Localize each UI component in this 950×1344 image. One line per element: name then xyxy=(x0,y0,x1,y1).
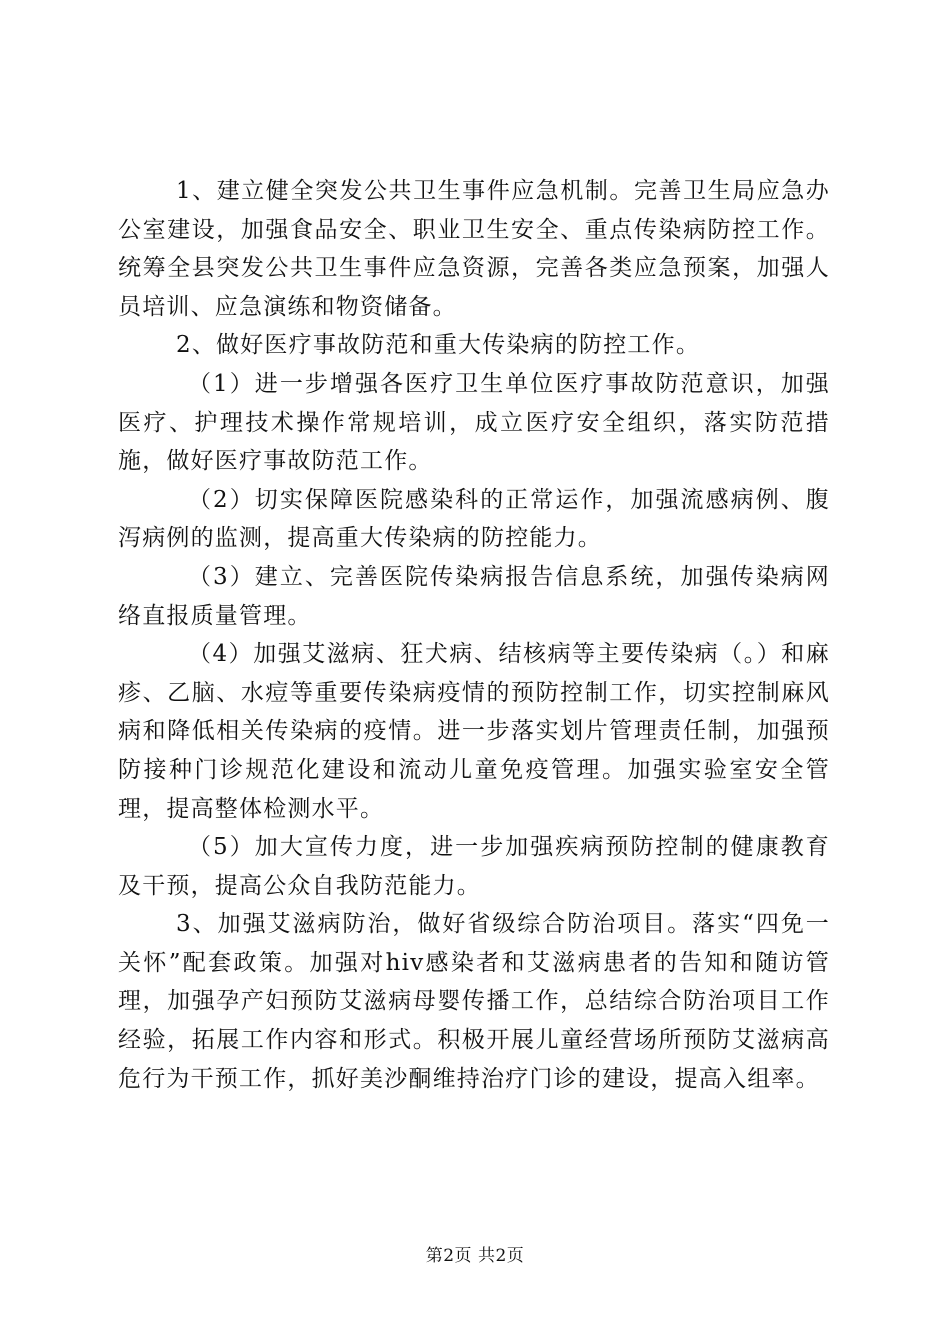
paragraph-3: （1）进一步增强各医疗卫生单位医疗事故防范意识，加强医疗、护理技术操作常规培训，成立医疗安全组织，落实防范措施，做好医疗事故防范工作。 xyxy=(118,370,830,475)
paragraph-1: 1、建立健全突发公共卫生事件应急机制。完善卫生局应急办公室建设，加强食品安全、职业卫生安全、重点传染病防控工作。统筹全县突发公共卫生事件应急资源，完善各类应急预案，加强人员培训、应急演练和物资储备。 xyxy=(118,178,830,320)
paragraph-2: 2、做好医疗事故防范和重大传染病的防控工作。 xyxy=(176,332,701,359)
paragraph-4: （2）切实保障医院感染科的正常运作，加强流感病例、腹泻病例的监测，提高重大传染病的防控能力。 xyxy=(118,486,830,552)
paragraph-8: 3、加强艾滋病防治，做好省级综合防治项目。落实“四免一关怀”配套政策。加强对hiv感染者和艾滋病患者的告知和随访管理，加强孕产妇预防艾滋病母婴传播工作，总结综合防治项目工作经验，拓展工作内容和形式。积极开展儿童经营场所预防艾滋病高危行为干预工作，抓好美沙酮维持治疗门诊的建设，提高入组率。 xyxy=(118,911,830,1092)
page-footer: 第2页 共2页 xyxy=(425,1246,525,1266)
document-body xyxy=(118,172,830,1098)
paragraph-6: （4）加强艾滋病、狂犬病、结核病等主要传染病（。）和麻疹、乙脑、水痘等重要传染病疫情的预防控制工作，切实控制麻风病和降低相关传染病的疫情。进一步落实划片管理责任制，加强预防接种门诊规范化建设和流动儿童免疫管理。加强实验室安全管理，提高整体检测水平。 xyxy=(118,641,830,822)
paragraph-5: （3）建立、完善医院传染病报告信息系统，加强传染病网络直报质量管理。 xyxy=(118,563,830,629)
paragraph-7: （5）加大宣传力度，进一步加强疾病预防控制的健康教育及干预，提高公众自我防范能力。 xyxy=(118,834,830,899)
